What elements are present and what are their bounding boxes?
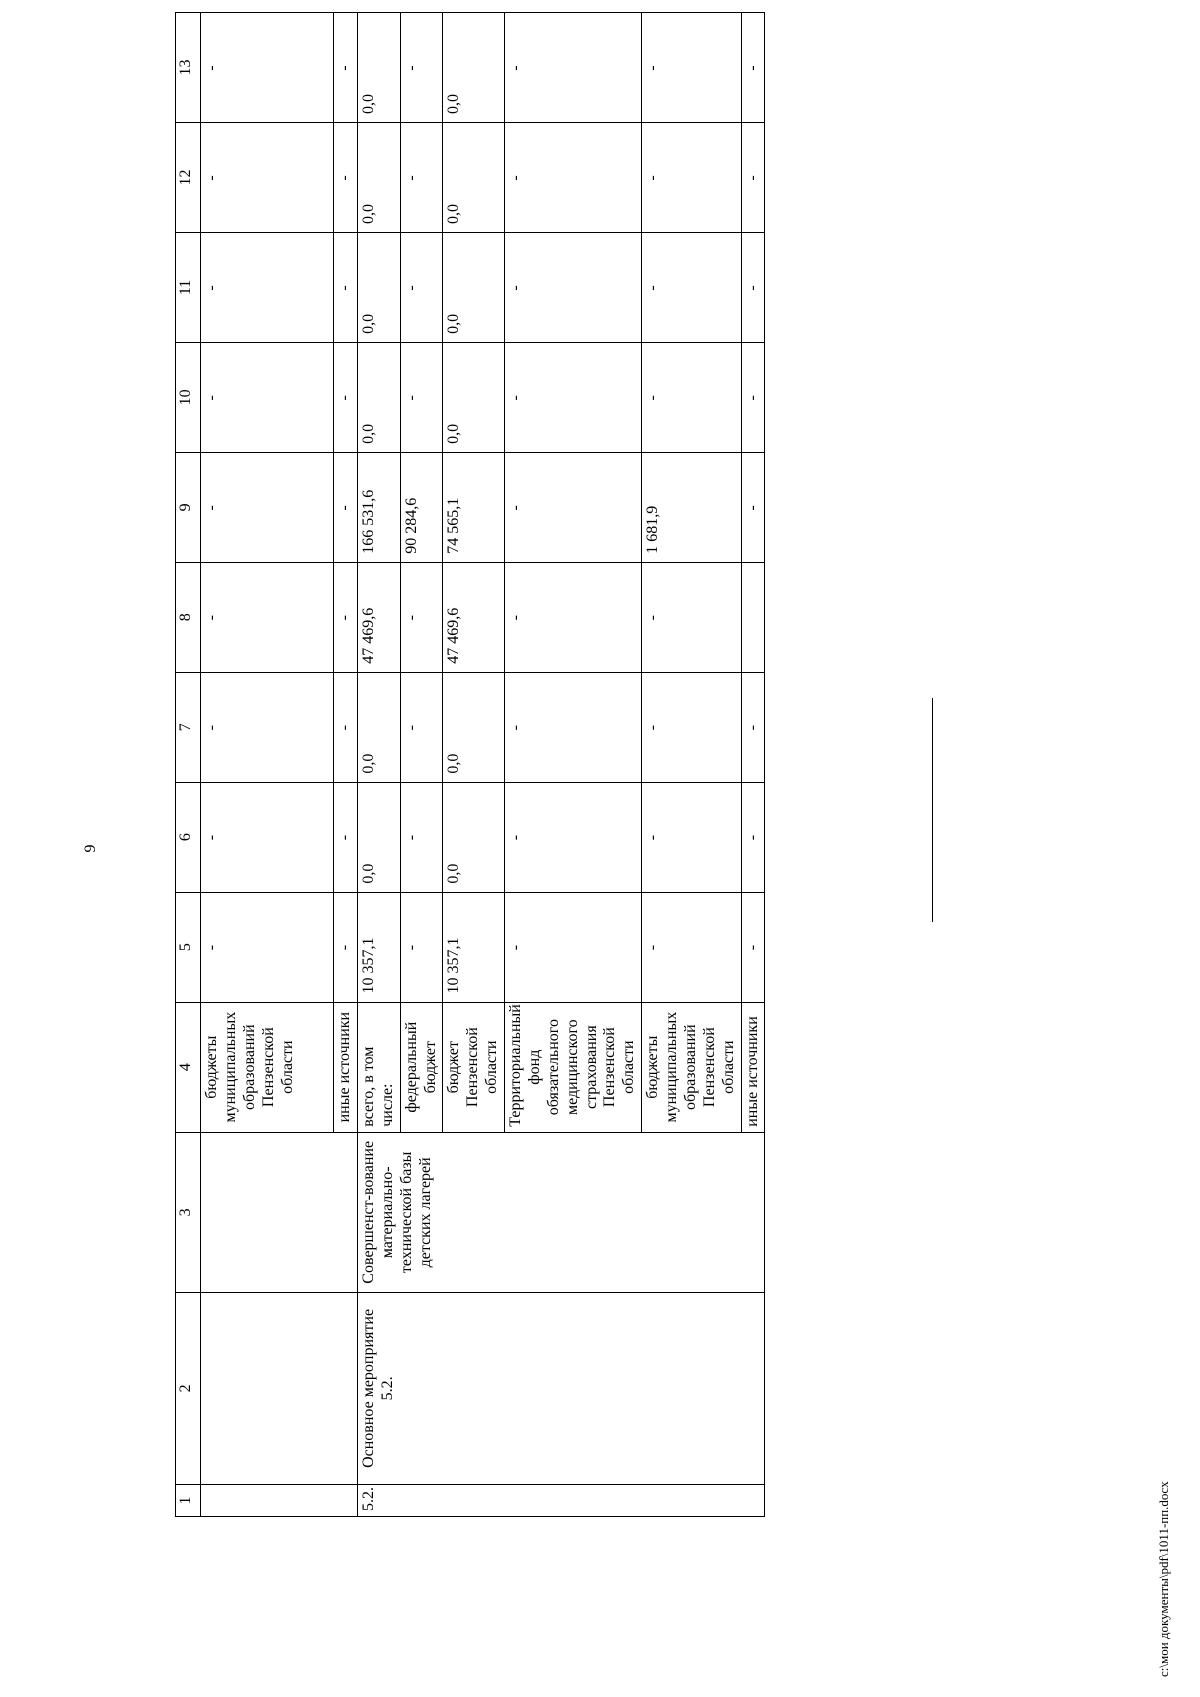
header-row	[176, 13, 201, 1517]
activity-name: Основное мероприятие 5.2.	[357, 1292, 765, 1484]
value-cell: 0,0	[443, 13, 505, 123]
table-row	[357, 13, 400, 1517]
funding-source: федеральный бюджет	[400, 1002, 443, 1132]
value-cell: -	[505, 672, 642, 782]
funding-source: иные источники	[741, 1002, 765, 1132]
value-cell: 0,0	[443, 232, 505, 342]
column-header: 3	[176, 1132, 201, 1292]
value-cell: -	[642, 892, 741, 1002]
value-cell: 166 531,6	[357, 452, 400, 562]
value-cell: -	[334, 892, 358, 1002]
funding-source: всего, в том числе:	[357, 1002, 400, 1132]
value-cell: -	[741, 123, 765, 233]
value-cell: -	[741, 13, 765, 123]
value-cell: 0,0	[443, 342, 505, 452]
value-cell: 10 357,1	[443, 892, 505, 1002]
column-header: 9	[176, 452, 201, 562]
column-header: 11	[176, 232, 201, 342]
value-cell: -	[505, 892, 642, 1002]
value-cell: -	[505, 13, 642, 123]
value-cell: -	[201, 342, 334, 452]
value-cell: -	[505, 232, 642, 342]
value-cell: -	[741, 232, 765, 342]
value-cell: -	[334, 13, 358, 123]
value-cell: 0,0	[443, 672, 505, 782]
value-cell: -	[334, 232, 358, 342]
closing-divider-line	[932, 698, 933, 922]
value-cell: 0,0	[357, 782, 400, 892]
value-cell: -	[505, 782, 642, 892]
value-cell: -	[201, 452, 334, 562]
value-cell: 0,0	[443, 782, 505, 892]
column-header: 8	[176, 562, 201, 672]
value-cell: 10 357,1	[357, 892, 400, 1002]
value-cell: -	[201, 782, 334, 892]
column-header: 6	[176, 782, 201, 892]
value-cell: -	[642, 672, 741, 782]
value-cell: -	[741, 342, 765, 452]
value-cell: -	[741, 892, 765, 1002]
table-row	[201, 13, 334, 1517]
value-cell: -	[201, 232, 334, 342]
value-cell: -	[642, 562, 741, 672]
budget-table	[175, 12, 765, 1517]
cell-empty	[201, 1484, 358, 1516]
page-number: 9	[82, 844, 99, 853]
value-cell: -	[741, 672, 765, 782]
column-header: 5	[176, 892, 201, 1002]
row-number: 5.2.	[357, 1484, 765, 1516]
funding-source: Территориальный фонд обязательного медицинского страхования Пензенской области	[505, 1002, 642, 1132]
value-cell: 0,0	[443, 123, 505, 233]
value-cell: -	[201, 123, 334, 233]
value-cell: 47 469,6	[357, 562, 400, 672]
cell-empty	[201, 1292, 358, 1484]
value-cell: -	[201, 562, 334, 672]
value-cell: 0,0	[357, 232, 400, 342]
value-cell: -	[400, 232, 443, 342]
value-cell: -	[400, 123, 443, 233]
value-cell: -	[741, 452, 765, 562]
value-cell: -	[505, 562, 642, 672]
value-cell	[741, 562, 765, 672]
value-cell: -	[741, 782, 765, 892]
value-cell: 0,0	[357, 13, 400, 123]
value-cell: -	[642, 782, 741, 892]
value-cell: -	[505, 452, 642, 562]
value-cell: -	[400, 13, 443, 123]
value-cell: -	[201, 892, 334, 1002]
value-cell: -	[505, 123, 642, 233]
value-cell: 74 565,1	[443, 452, 505, 562]
value-cell: -	[334, 672, 358, 782]
value-cell: 90 284,6	[400, 452, 443, 562]
cell-empty	[201, 1132, 358, 1292]
value-cell: -	[642, 232, 741, 342]
value-cell: 0,0	[357, 123, 400, 233]
value-cell: -	[334, 562, 358, 672]
footer-file-path: c:\мои документы\pdf\1011-пп.docx	[1156, 1481, 1171, 1677]
column-header: 12	[176, 123, 201, 233]
value-cell: -	[642, 13, 741, 123]
value-cell: -	[334, 782, 358, 892]
value-cell: -	[400, 562, 443, 672]
column-header: 4	[176, 1002, 201, 1132]
value-cell: -	[642, 342, 741, 452]
column-header: 13	[176, 13, 201, 123]
funding-source: иные источники	[334, 1002, 358, 1132]
value-cell: -	[400, 892, 443, 1002]
column-header: 10	[176, 342, 201, 452]
value-cell: -	[201, 13, 334, 123]
value-cell: 0,0	[357, 672, 400, 782]
value-cell: 47 469,6	[443, 562, 505, 672]
value-cell: -	[334, 452, 358, 562]
funding-source: бюджеты муниципальных образований Пензенской области	[642, 1002, 741, 1132]
value-cell: -	[642, 123, 741, 233]
value-cell: -	[505, 342, 642, 452]
column-header: 2	[176, 1292, 201, 1484]
value-cell: 1 681,9	[642, 452, 741, 562]
value-cell: 0,0	[357, 342, 400, 452]
column-header: 1	[176, 1484, 201, 1516]
value-cell: -	[400, 782, 443, 892]
value-cell: -	[334, 342, 358, 452]
value-cell: -	[334, 123, 358, 233]
funding-source: бюджет Пензенской области	[443, 1002, 505, 1132]
value-cell: -	[400, 672, 443, 782]
value-cell: -	[201, 672, 334, 782]
value-cell: -	[400, 342, 443, 452]
column-header: 7	[176, 672, 201, 782]
funding-source: бюджеты муниципальных образований Пензенской области	[201, 1002, 334, 1132]
activity-description: Совершенст-вование материально-технической базы детских лагерей	[357, 1132, 765, 1292]
